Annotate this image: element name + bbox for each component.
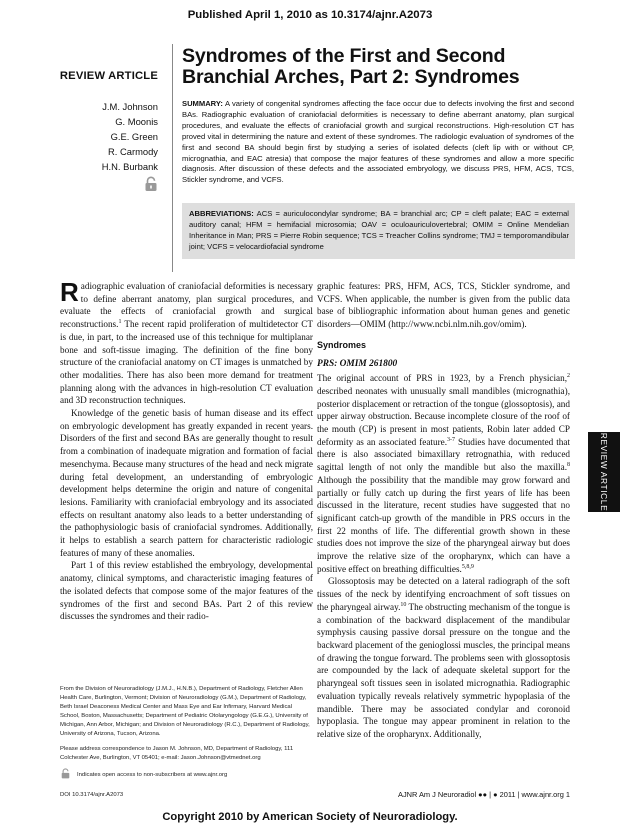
body-column-right bbox=[317, 280, 570, 741]
article-footnote bbox=[60, 685, 312, 805]
body-paragraph: Knowledge of the genetic basis of human disease and its effect on embryologic development has greatly expanded in recent years. Disorders of the first and second BAs are generally thought to result from a combination of inadequate migration and formation of facial mesenchyma. Because many structures of the head and neck migrate during fetal development, an understanding of embryologic development helps determine the origin and nature of congenital lesions. Familiarity with craniofacial embryology and its associated effects on resultant anatomy also leads to a better understanding of the pathophysiologic basis of craniofacial syndromes. Additionally, it helps to establish a search pattern for characteristic radiologic features of many of these anomalies. bbox=[60, 408, 313, 558]
journal-footer: AJNR Am J Neuroradiol ●● | ● 2011 | www.ajnr.org 1 bbox=[398, 790, 570, 799]
abbreviations-label: ABBREVIATIONS: bbox=[189, 209, 254, 218]
subsection-heading: PRS: OMIM 261800 bbox=[317, 358, 398, 369]
author-name: H.N. Burbank bbox=[101, 161, 158, 172]
body-paragraph: Radiographic evaluation of craniofacial deformities is necessary to define aberrant anatomy, plan surgical procedures, and evaluate the effects of craniofacial growth and surgical reconstructions.$^1$ The recent rapid proliferation of multidetector CT is due, in part, to the increased use of this technique for multiplanar bone and soft-tissue imaging. The definition of the fine bony structure of the craniofacial anatomy on CT images is unmatched by other modalities. There has also been more demand for treatment planning along with the advances in high-resolution CT evaluation and 3D reconstruction techniques. bbox=[60, 277, 313, 406]
body-paragraph: The original account of PRS in 1923, by a French physician,$^2$ described neonates with unusually small mandibles (micrognathia), posterior displacement or retraction of the tongue (glossoptosis), and upper airway obstruction. Because incomplete closure of the roof of the mouth (CP) is present in most patients, Robin later added CP deformity as an associated feature.$^{3-7}$ Studies have documented that there is also associated bimaxillary retrognathia, with reduced sagittal length of not only the mandible but also the maxilla.$^8$ Although the possibility that the mandible may grow forward and partially or fully catch up during the first years of life has been discussed in the literature, recent studies have suggested that no significant catch-up growth of the mandible in PRS occurs in the first 22 months of life. The differential growth shown in these studies does not improve the size of the pharyngeal airway but does improve the relative size of the oropharynx, which can have a positive effect on breathing difficulties.$^{5,8,9}$ bbox=[317, 373, 570, 574]
reference-marker: 3-7 bbox=[447, 436, 456, 443]
article-type-label: REVIEW ARTICLE bbox=[59, 70, 158, 82]
article-title: Syndromes of the First and Second Branchial Arches, Part 2: Syndromes bbox=[182, 45, 520, 88]
reference-marker: 10 bbox=[400, 601, 407, 608]
doi-note: DOI 10.3174/ajnr.A2073 bbox=[60, 791, 124, 798]
reference-marker: 2 bbox=[567, 373, 570, 380]
author-name: R. Carmody bbox=[107, 146, 158, 157]
published-banner: Published April 1, 2010 as 10.3174/ajnr.A2073 bbox=[187, 9, 433, 21]
section-side-tab bbox=[588, 432, 620, 512]
affiliation-note: From the Division of Neuroradiology (J.M.J., H.N.B.), Department of Radiology, Fletcher Allen Health Care, Burlington, Vermont; Division of Neuroradiology (G.M.), Department of Radiology, Beth Israel Deaconess Medical Center and Mass Eye and Ear Infirmary, Harvard Medical School, Boston, Massachusetts; Department of Pediatric Otolaryngology (G.E.G.), University of Michigan, Ann Arbor, Michigan; and Division of Neuroradiology (R.C.), Department of Radiology, University of Arizona, Tucson, Arizona. bbox=[60, 686, 310, 738]
abbreviations-box bbox=[182, 203, 575, 259]
drop-cap: R bbox=[60, 277, 79, 307]
body-paragraph: Glossoptosis may be detected on a lateral radiograph of the soft tissues of the neck by identifying encroachment of soft tissues on the pharyngeal airway.$^{10}$ The obstructing mechanism of the tongue is a combination of the backward displacement of the mandibular symphysis causing passive dorsal pressure on the tongue and the backward placement of the genioglossi muscles, the principal means of drawing the tongue forward. The problems seen with glossoptosis are compounded by the lack of adequate skeletal support for the pharyngeal soft tissues seen in isolated micrognathia. Radiographic evaluation typically reveals relatively symmetric hypoplasia of the mandible. There may be associated condylar and coronoid hypoplasia. The tongue may appear prominent in relation to the relative size of the oropharynx. Additionally, bbox=[317, 576, 570, 739]
author-list bbox=[60, 99, 158, 174]
side-tab-label: REVIEW ARTICLE bbox=[599, 432, 609, 512]
author-name: G.E. Green bbox=[110, 131, 158, 142]
summary-text: A variety of congenital syndromes affecting the face occur due to defects involving the first and second BAs. Radiographic evaluation of craniofacial deformities is necessary to define aberrant anatomy, plan surgical procedures, and evaluate the effects of craniofacial growth and surgical reconstructions. High-resolution CT has proved vital in determining the nature and extent of these syndromes. The radiologic evaluation of syndromes of the first and second BA should begin first by studying a series of isolated defects (cleft lip with or without CP, micrognathia, and EAC atresia) that compose the major features of these syndromes and allow a more specific diagnosis. After discussion of these defects and the associated embryology, we discuss PRS, HFM, ACS, TCS, Stickler syndrome, and VCFS. bbox=[182, 99, 574, 185]
header-divider bbox=[172, 44, 173, 272]
reference-marker: 5,8,9 bbox=[461, 563, 474, 570]
body-paragraph: Part 1 of this review established the embryology, developmental anatomy, clinical symptoms, and characteristic imaging features of the isolated defects that compose some of the major features of the syndromes of the first and second BAs. Part 2 of this review discusses the syndromes and their radio- bbox=[60, 560, 313, 622]
abbreviations-text: ACS = auriculocondylar syndrome; BA = branchial arc; CP = cleft palate; EAC = external auditory canal; HFM = hemifacial microsomia; OAV = oculoauriculovertebral; OMIM = Online Mendelian Inheritance in Man; PRS = Pierre Robin sequence; TCS = Treacher Collins syndrome; TMJ = temporomandibular joint; VCFS = velocardiofacial syndrome bbox=[189, 209, 569, 251]
body-paragraph: graphic features: PRS, HFM, ACS, TCS, Stickler syndrome, and VCFS. When applicable, the number is given from the public data base of bibliographic information about human genes and genetic disorders—OMIM (http://www.ncbi.nlm.nih.gov/omim). bbox=[317, 281, 570, 330]
summary-label: SUMMARY: bbox=[182, 99, 223, 108]
open-access-note bbox=[60, 768, 312, 783]
section-heading: Syndromes bbox=[317, 339, 367, 350]
correspondence-note: Please address correspondence to Jason M. Johnson, MD, Department of Radiology, 111 Colchester Ave, Burlington, VT 05401; e-mail: Jason.Johnson@vtmednet.org bbox=[60, 745, 294, 761]
summary-block bbox=[182, 99, 574, 186]
reference-marker: 8 bbox=[567, 462, 570, 469]
open-access-text: Indicates open access to non-subscribers at www.ajnr.org bbox=[77, 771, 228, 778]
open-access-lock-icon bbox=[60, 768, 71, 783]
reference-marker: 1 bbox=[118, 319, 122, 326]
author-name: G. Moonis bbox=[115, 116, 158, 127]
author-name: J.M. Johnson bbox=[102, 101, 158, 112]
open-access-lock-icon bbox=[143, 176, 159, 192]
body-column-left bbox=[60, 277, 313, 623]
copyright-notice: Copyright 2010 by American Society of Neuroradiology. bbox=[162, 811, 458, 823]
